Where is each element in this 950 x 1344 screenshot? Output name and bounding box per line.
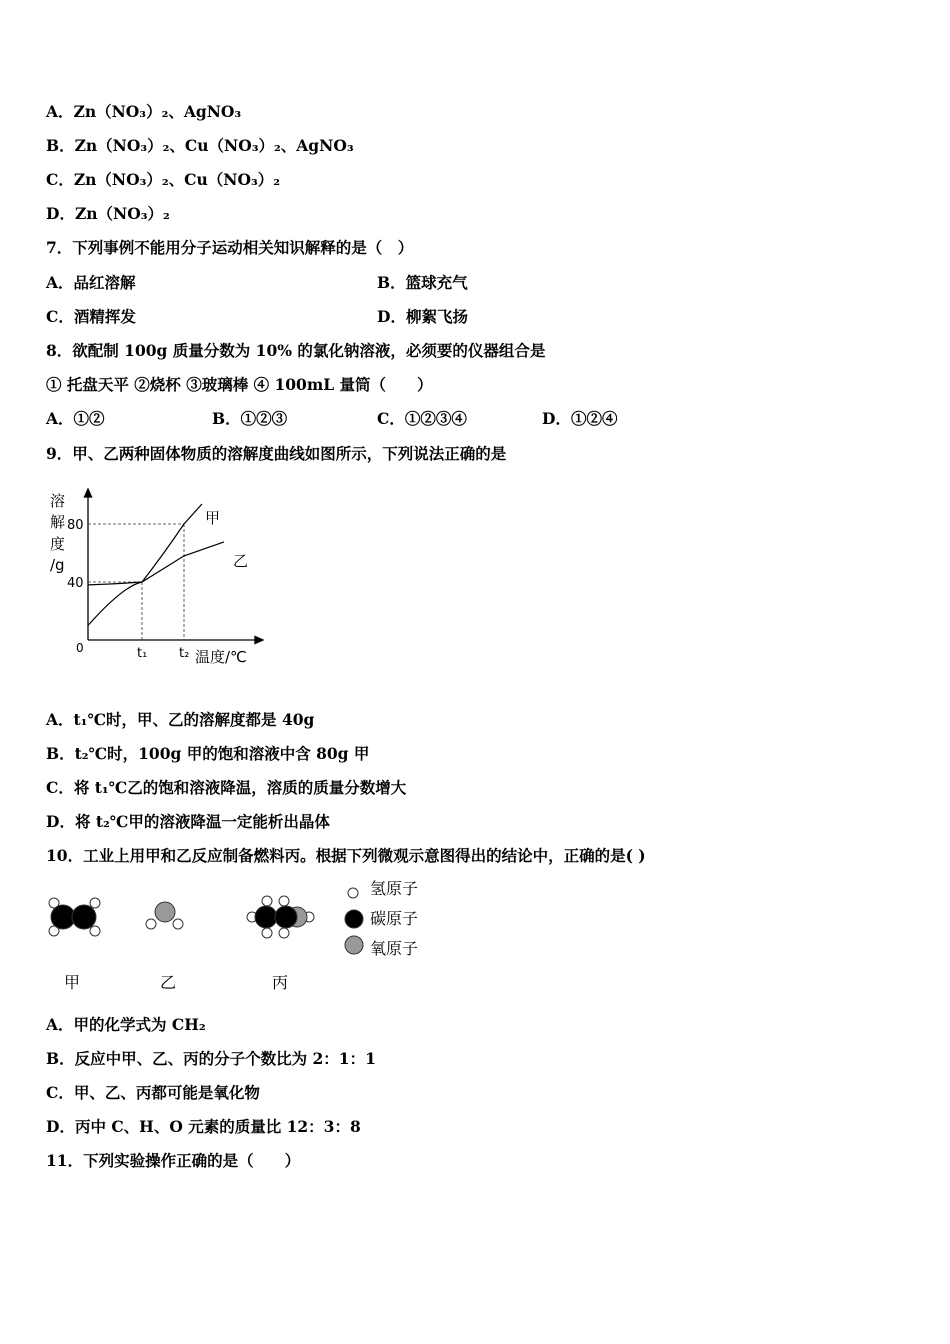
q9-option-b: B．t₂℃时，100g 甲的饱和溶液中含 80g 甲 <box>46 744 370 763</box>
q9-option-c: C．将 t₁℃乙的饱和溶液降温，溶质的质量分数增大 <box>46 778 407 797</box>
q8-instruments: ① 托盘天平 ②烧杯 ③玻璃棒 ④ 100mL 量筒（ ） <box>46 375 433 394</box>
q8-stem: 8．欲配制 100g 质量分数为 10% 的氯化钠溶液，必须要的仪器组合是 <box>46 341 546 360</box>
series-line-jia <box>88 504 202 626</box>
y-label-2: 解 <box>50 513 66 531</box>
hydrogen-atom <box>173 919 183 929</box>
q7-option-d: D．柳絮飞扬 <box>377 307 468 326</box>
x-tick-label: t₂ <box>179 646 190 661</box>
q10-option-a: A．甲的化学式为 CH₂ <box>46 1015 206 1034</box>
molecule-diagram <box>40 880 440 995</box>
origin-label: 0 <box>76 641 84 655</box>
q7-option-c: C．酒精挥发 <box>46 307 136 326</box>
atom-legend <box>345 888 363 954</box>
series-label-yi: 乙 <box>233 552 249 570</box>
label-jia: 甲 <box>64 973 81 992</box>
q8-option-b: B．①②③ <box>212 409 288 428</box>
q9-stem: 9．甲、乙两种固体物质的溶解度曲线如图所示，下列说法正确的是 <box>46 444 507 463</box>
x-tick-label: t₁ <box>137 646 148 661</box>
hydrogen-atom <box>279 928 289 938</box>
legend-hydrogen-icon <box>348 888 358 898</box>
y-tick-label: 40 <box>67 576 84 591</box>
q7-option-b: B．篮球充气 <box>377 273 468 292</box>
oxygen-atom <box>155 902 175 922</box>
carbon-atom <box>51 905 75 929</box>
carbon-atom <box>72 905 96 929</box>
q10-option-c: C．甲、乙、丙都可能是氧化物 <box>46 1083 260 1102</box>
q8-option-d: D．①②④ <box>542 409 618 428</box>
legend-oxygen-icon <box>345 936 363 954</box>
q6-option-d: D．Zn（NO₃）₂ <box>46 204 170 223</box>
q8-option-a: A．①② <box>46 409 105 428</box>
hydrogen-atom <box>262 896 272 906</box>
q10-option-d: D．丙中 C、H、O 元素的质量比 12：3：8 <box>46 1117 361 1136</box>
legend-carbon-icon <box>345 910 363 928</box>
legend-carbon-label: 碳原子 <box>370 909 419 928</box>
solubility-chart <box>40 480 280 675</box>
y-label-1: 溶 <box>50 492 66 510</box>
q9-option-d: D．将 t₂℃甲的溶液降温一定能析出晶体 <box>46 812 330 831</box>
q6-option-b: B．Zn（NO₃）₂、Cu（NO₃）₂、AgNO₃ <box>46 136 354 155</box>
legend-hydrogen-label: 氢原子 <box>370 880 419 898</box>
q9-option-a: A．t₁℃时，甲、乙的溶解度都是 40g <box>46 710 315 729</box>
q11-stem: 11．下列实验操作正确的是（ ） <box>46 1151 301 1170</box>
label-bing: 丙 <box>272 973 289 992</box>
hydrogen-atom <box>90 898 100 908</box>
molecule-bing <box>247 896 314 938</box>
q10-stem: 10．工业上用甲和乙反应制备燃料丙。根据下列微观示意图得出的结论中，正确的是( ) <box>46 846 646 865</box>
y-label-4: /g <box>50 556 65 574</box>
q6-option-a: A．Zn（NO₃）₂、AgNO₃ <box>46 102 242 121</box>
carbon-atom <box>255 906 277 928</box>
x-axis-label: 温度/℃ <box>195 648 247 666</box>
y-label-3: 度 <box>50 535 66 553</box>
legend-oxygen-label: 氧原子 <box>370 939 419 958</box>
y-tick-label: 80 <box>67 518 84 533</box>
hydrogen-atom <box>279 896 289 906</box>
y-axis-arrow <box>85 489 92 497</box>
q8-option-c: C．①②③④ <box>377 409 467 428</box>
molecule-jia <box>49 898 100 936</box>
q7-option-a: A．品红溶解 <box>46 273 136 292</box>
hydrogen-atom <box>90 926 100 936</box>
molecule-yi <box>146 902 183 929</box>
label-yi: 乙 <box>160 973 177 992</box>
q6-option-c: C．Zn（NO₃）₂、Cu（NO₃）₂ <box>46 170 281 189</box>
carbon-atom <box>275 906 297 928</box>
q10-option-b: B．反应中甲、乙、丙的分子个数比为 2：1：1 <box>46 1049 376 1068</box>
x-axis-arrow <box>255 637 263 644</box>
q7-stem: 7．下列事例不能用分子运动相关知识解释的是（ ） <box>46 238 414 257</box>
series-label-jia: 甲 <box>205 509 221 527</box>
hydrogen-atom <box>262 928 272 938</box>
hydrogen-atom <box>146 919 156 929</box>
